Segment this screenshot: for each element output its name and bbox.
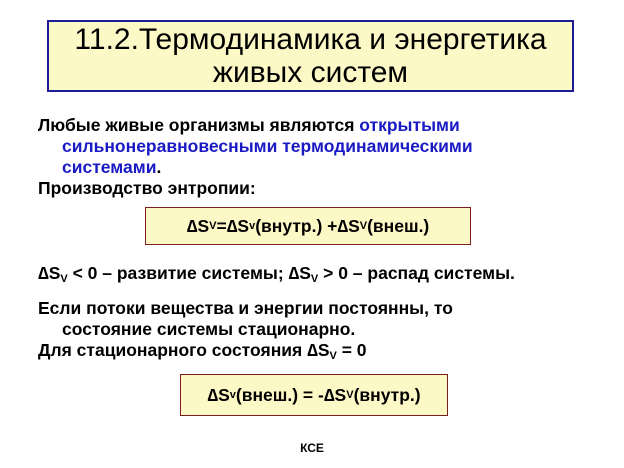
stationary-line-3 [38, 340, 453, 361]
condition-subscript: V [310, 273, 319, 285]
stationary-suffix: = 0 [336, 340, 367, 360]
title-line-2: живых систем [212, 56, 409, 89]
stationary-delta: ∆S [307, 340, 330, 360]
footer-label: КСЕ [300, 441, 324, 455]
stationary-prefix: Для стационарного состояния [38, 340, 308, 360]
stationary-subscript: V [329, 350, 337, 362]
intro-highlight-1: открытыми [359, 115, 460, 135]
intro-line-1 [38, 115, 473, 136]
intro-line-3 [38, 157, 473, 178]
formula1-delta: ∆S [226, 215, 250, 236]
formula2-external: (внеш.) = - [235, 384, 324, 405]
formula2-internal: (внутр.) [353, 384, 421, 405]
formula1-delta: ∆S [186, 215, 210, 236]
formula-stationary: ∆S v (внеш.) = - ∆S V (внутр.) [180, 374, 448, 416]
formula2-delta: ∆S [323, 384, 347, 405]
intro-period: . [156, 157, 162, 177]
formula1-external: (внеш.) [367, 215, 430, 236]
intro-highlight-3: системами [62, 157, 157, 177]
entropy-production-label: Производство энтропии: [38, 178, 256, 198]
intro-text: Любые живые организмы являются [38, 115, 360, 135]
stationary-line-2: состояние системы стационарно. [62, 319, 356, 339]
condition-development: < 0 – развитие системы; [67, 263, 289, 283]
condition-delta: ∆S [38, 263, 61, 283]
formula2-delta: ∆S [207, 384, 230, 405]
title-line-1: 11.2.Термодинамика и энергетика [74, 23, 547, 56]
condition-decay: > 0 – распад системы. [318, 263, 515, 283]
title-box [47, 20, 574, 92]
condition-delta: ∆S [288, 263, 311, 283]
condition-subscript: V [60, 273, 68, 285]
stationary-paragraph [38, 298, 453, 361]
formula-entropy-production: ∆S V = ∆S v (внутр.) + ∆S V (внеш.) [145, 207, 471, 245]
formula1-internal: (внутр.) + [255, 215, 338, 236]
intro-highlight-2: сильнонеравновесными термодинамическими [62, 136, 473, 156]
formula1-equals: = [216, 215, 227, 236]
stationary-line-1: Если потоки вещества и энергии постоянны, то [38, 298, 453, 318]
formula1-delta: ∆S [337, 215, 360, 236]
intro-paragraph [38, 115, 473, 199]
condition-line [38, 263, 515, 284]
